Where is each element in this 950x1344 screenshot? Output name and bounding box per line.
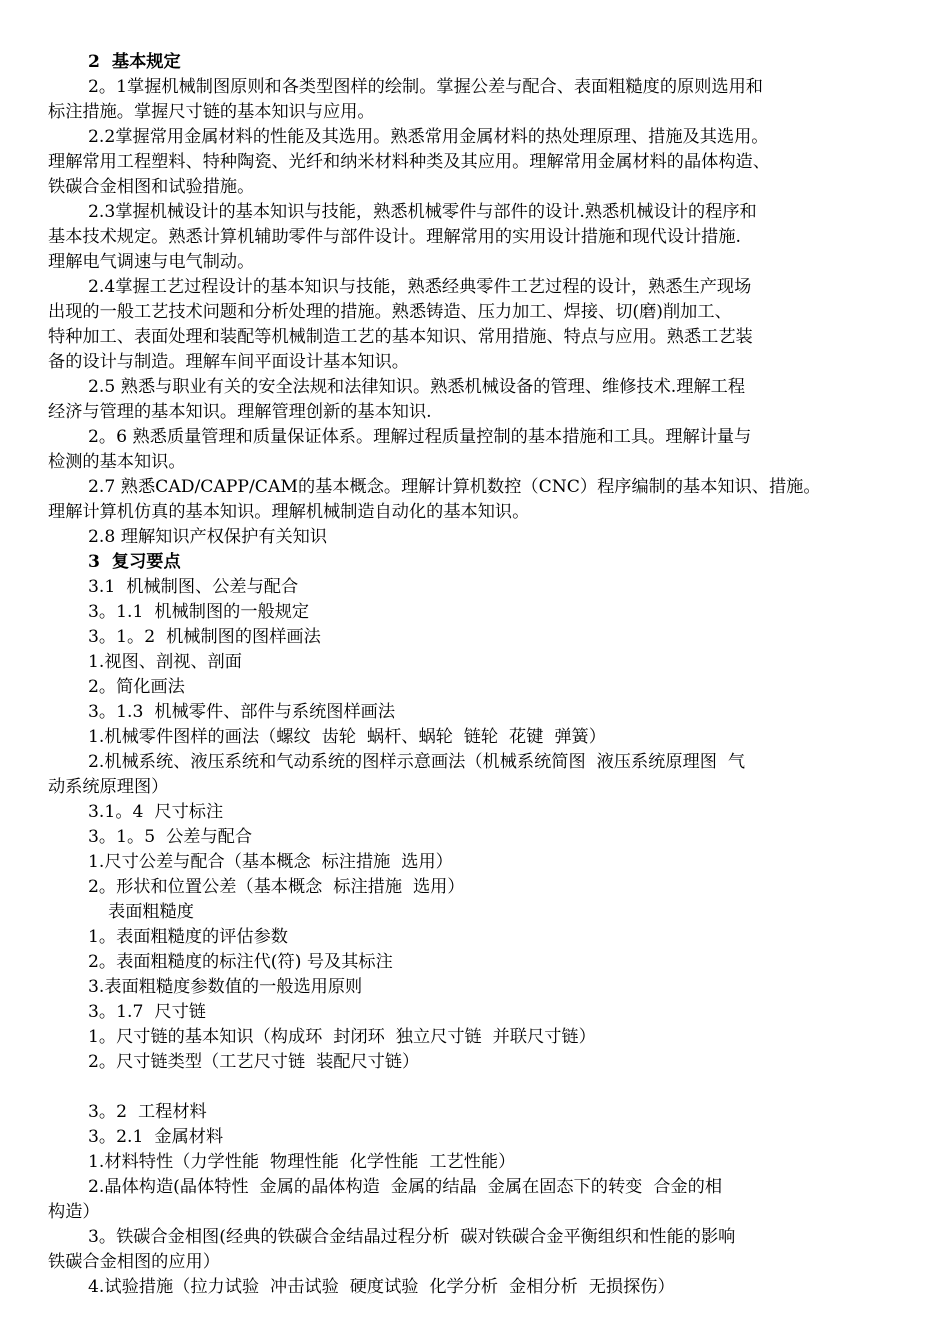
paragraph-line: 2.8 理解知识产权保护有关知识 <box>88 527 328 547</box>
outline-item: 1。表面粗糙度的评估参数 <box>88 927 288 947</box>
outline-item: 动系统原理图） <box>48 777 169 797</box>
paragraph-line: 2.7 熟悉CAD/CAPP/CAM的基本概念。理解计算机数控（CNC）程序编制的基本知识、措施。 <box>88 477 821 497</box>
outline-item: 1.视图、剖视、剖面 <box>88 652 242 672</box>
paragraph-line: 2.3掌握机械设计的基本知识与技能，熟悉机械零件与部件的设计.熟悉机械设计的程序和 <box>88 202 757 222</box>
outline-item: 表面粗糙度 <box>108 902 194 922</box>
outline-item: 2。形状和位置公差（基本概念 标注措施 选用） <box>88 877 465 897</box>
paragraph-line: 经济与管理的基本知识。理解管理创新的基本知识. <box>48 402 432 422</box>
paragraph-line: 理解常用工程塑料、特种陶瓷、光纤和纳米材料种类及其应用。理解常用金属材料的晶体构造、 <box>48 152 770 172</box>
paragraph-line: 2。6 熟悉质量管理和质量保证体系。理解过程质量控制的基本措施和工具。理解计量与 <box>88 427 752 447</box>
paragraph-line: 备的设计与制造。理解车间平面设计基本知识。 <box>48 352 409 372</box>
outline-item: 1.材料特性（力学性能 物理性能 化学性能 工艺性能） <box>88 1152 516 1172</box>
paragraph-line: 理解电气调速与电气制动。 <box>48 252 255 272</box>
paragraph-line: 基本技术规定。熟悉计算机辅助零件与部件设计。理解常用的实用设计措施和现代设计措施. <box>48 227 741 247</box>
outline-item: 3。1。5 公差与配合 <box>88 827 253 847</box>
paragraph-line: 2.5 熟悉与职业有关的安全法规和法律知识。熟悉机械设备的管理、维修技术.理解工程 <box>88 377 746 397</box>
section-heading-2: 2 基本规定 <box>88 52 181 72</box>
outline-item: 2。表面粗糙度的标注代(符) 号及其标注 <box>88 952 393 972</box>
paragraph-line: 2。1掌握机械制图原则和各类型图样的绘制。掌握公差与配合、表面粗糙度的原则选用和 <box>88 77 763 97</box>
outline-item: 2.晶体构造(晶体特性 金属的晶体构造 金属的结晶 金属在固态下的转变 合金的相 <box>88 1177 723 1197</box>
outline-item: 1。尺寸链的基本知识（构成环 封闭环 独立尺寸链 并联尺寸链） <box>88 1027 596 1047</box>
paragraph-line: 出现的一般工艺技术问题和分析处理的措施。熟悉铸造、压力加工、焊接、切(磨)削加工、 <box>48 302 732 322</box>
outline-item: 2。尺寸链类型（工艺尺寸链 装配尺寸链） <box>88 1052 420 1072</box>
outline-item: 4.试验措施（拉力试验 冲击试验 硬度试验 化学分析 金相分析 无损探伤） <box>88 1277 675 1297</box>
outline-item: 2.机械系统、液压系统和气动系统的图样示意画法（机械系统简图 液压系统原理图 气 <box>88 752 746 772</box>
section-heading-3: 3 复习要点 <box>88 552 181 572</box>
outline-item: 1.尺寸公差与配合（基本概念 标注措施 选用） <box>88 852 453 872</box>
outline-item: 3。1.3 机械零件、部件与系统图样画法 <box>88 702 396 722</box>
paragraph-line: 2.2掌握常用金属材料的性能及其选用。熟悉常用金属材料的热处理原理、措施及其选用。 <box>88 127 769 147</box>
outline-item: 2。简化画法 <box>88 677 185 697</box>
outline-item: 3。2.1 金属材料 <box>88 1127 224 1147</box>
outline-item: 铁碳合金相图的应用） <box>48 1252 220 1272</box>
paragraph-line: 铁碳合金相图和试验措施。 <box>48 177 255 197</box>
paragraph-line: 2.4掌握工艺过程设计的基本知识与技能，熟悉经典零件工艺过程的设计，熟悉生产现场 <box>88 277 752 297</box>
paragraph-line: 特种加工、表面处理和装配等机械制造工艺的基本知识、常用措施、特点与应用。熟悉工艺装 <box>48 327 753 347</box>
paragraph-line: 检测的基本知识。 <box>48 452 186 472</box>
outline-item: 3.1。4 尺寸标注 <box>88 802 224 822</box>
paragraph-line: 理解计算机仿真的基本知识。理解机械制造自动化的基本知识。 <box>48 502 530 522</box>
paragraph-line: 标注措施。掌握尺寸链的基本知识与应用。 <box>48 102 375 122</box>
outline-item: 3。1.7 尺寸链 <box>88 1002 206 1022</box>
outline-item: 构造） <box>48 1202 100 1222</box>
outline-item: 1.机械零件图样的画法（螺纹 齿轮 蜗杆、蜗轮 链轮 花键 弹簧） <box>88 727 606 747</box>
outline-item: 3。1。2 机械制图的图样画法 <box>88 627 321 647</box>
outline-item: 3.表面粗糙度参数值的一般选用原则 <box>88 977 363 997</box>
outline-item: 3。1.1 机械制图的一般规定 <box>88 602 310 622</box>
outline-item: 3。2 工程材料 <box>88 1102 207 1122</box>
outline-item: 3。铁碳合金相图(经典的铁碳合金结晶过程分析 碳对铁碳合金平衡组织和性能的影响 <box>88 1227 736 1247</box>
outline-item: 3.1 机械制图、公差与配合 <box>88 577 299 597</box>
